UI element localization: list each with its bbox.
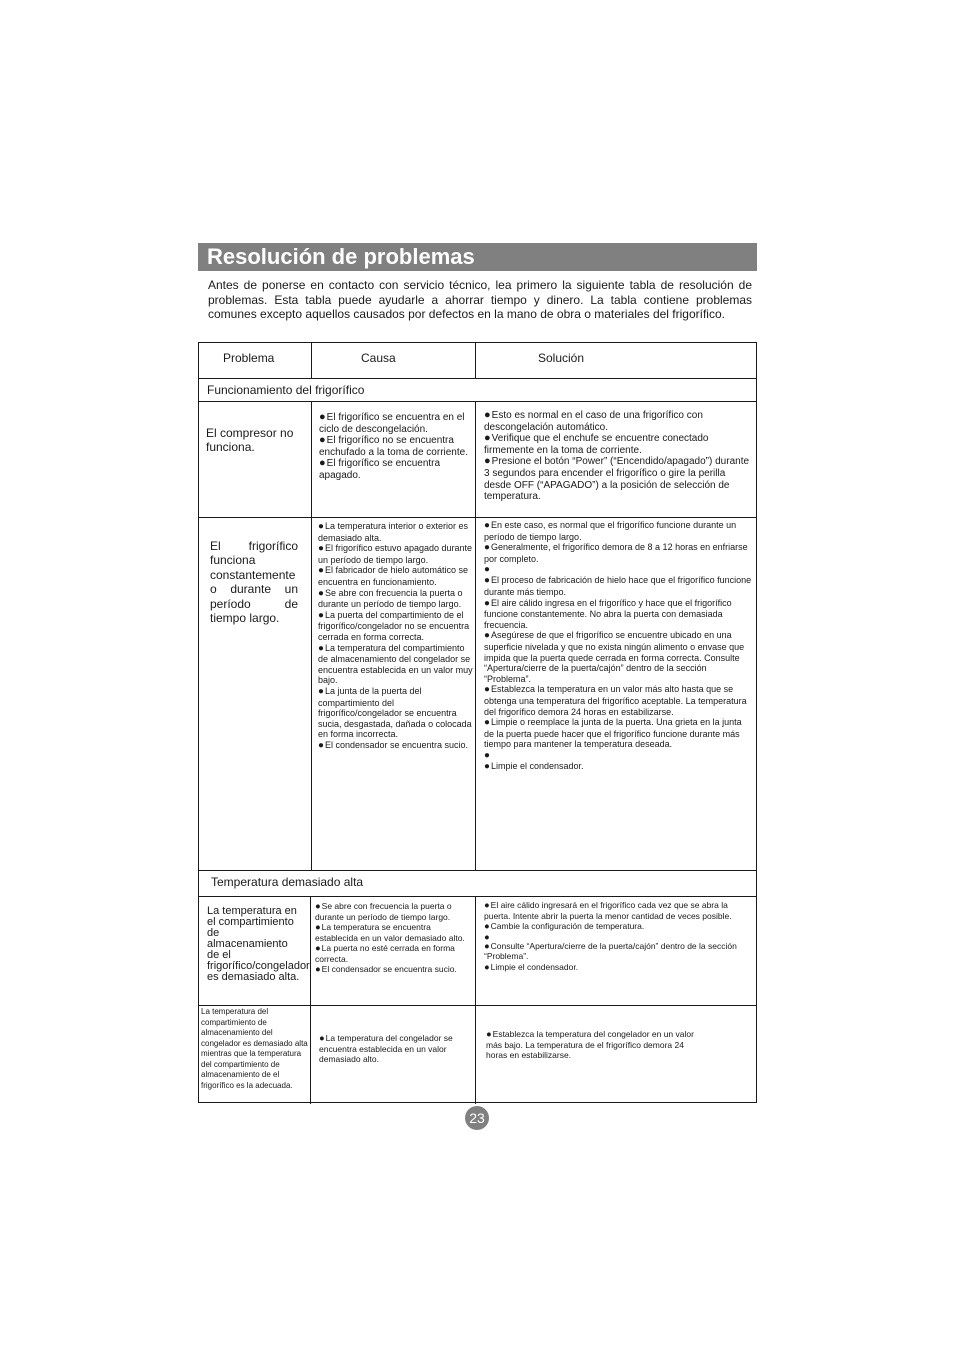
cause-item: ● El condensador se encuentra sucio. xyxy=(318,740,473,752)
spacer xyxy=(484,932,746,941)
cause-item: ● El frigorífico se encuentra apagado. xyxy=(319,458,471,481)
solution-list xyxy=(484,410,752,503)
cause-item: ● La puerta del compartimiento de el frigorífico/congelador no se encuentra cerrada en forma correcta. xyxy=(318,610,473,643)
divider xyxy=(310,896,311,1104)
solution-item: ● Asegúrese de que el frigorífico se encuentre ubicado en una superficie nivelada y que no exista ningún alimento o envase que impida que la puerta quede cerrada en forma correcta. Consulte “Apertura/cierre de la puerta/cajón” dentro de la sección “Problema”. xyxy=(484,630,752,684)
spacer xyxy=(484,564,752,575)
divider xyxy=(199,378,756,379)
solution-list xyxy=(484,900,746,972)
cause-item: ● El fabricador de hielo automático se encuentra en funcionamiento. xyxy=(318,565,473,587)
solution-item: ● Esto es normal en el caso de una frigorífico con descongelación automático. xyxy=(484,410,752,433)
solution-item: ● Generalmente, el frigorífico demora de 8 a 12 horas en enfriarse por completo. xyxy=(484,542,752,564)
intro-paragraph: Antes de ponerse en contacto con servicio técnico, lea primero la siguiente tabla de resolución de problemas. Esta tabla puede ayudarle a ahorrar tiempo y dinero. La tabla contiene problemas comunes excepto aquellos causados por defectos en la mano de obra o materiales del frigorífico. xyxy=(208,278,752,322)
solution-item: ● Establezca la temperatura en un valor más alto hasta que se obtenga una temperatura del frigorífico aceptable. La temperatura del frigorífico demora 24 horas en estabilizarse. xyxy=(484,684,752,717)
page-title: Resolución de problemas xyxy=(207,244,475,269)
cause-item: ● Se abre con frecuencia la puerta o durante un período de tiempo largo. xyxy=(318,588,473,610)
solution-item: ● El proceso de fabricación de hielo hace que el frigorífico funcione durante más tiempo. xyxy=(484,575,752,597)
title-bar xyxy=(198,243,757,271)
problem-cell: El frigorífico funciona constantemente o durante un período de tiempo largo. xyxy=(210,539,298,626)
cause-list xyxy=(319,1033,465,1065)
header-cause: Causa xyxy=(361,351,396,365)
divider xyxy=(199,401,756,402)
cause-item: ● El frigorífico no se encuentra enchufado a la toma de corriente. xyxy=(319,435,471,458)
divider xyxy=(199,896,756,897)
divider xyxy=(311,343,312,378)
solution-item: ● Limpie el condensador. xyxy=(484,761,752,773)
cause-item: ● La junta de la puerta del compartimiento del frigorífico/congelador se encuentra sucia, desgastada, dañada o colocada en forma incorrecta. xyxy=(318,686,473,740)
header-problem: Problema xyxy=(223,351,275,365)
divider xyxy=(475,896,476,1104)
solution-item: ● Cambie la configuración de temperatura. xyxy=(484,921,746,932)
solution-item: ● Establezca la temperatura del congelador en un valor más bajo. La temperatura de el frigorífico demora 24 horas en estabilizarse. xyxy=(486,1029,706,1061)
divider xyxy=(199,870,756,871)
spacer xyxy=(484,750,752,761)
solution-item: ● Verifique que el enchufe se encuentre conectado firmemente en la toma de corriente. xyxy=(484,433,752,456)
solution-item: ● Limpie el condensador. xyxy=(484,962,746,973)
cause-item: ● El frigorífico se encuentra en el ciclo de descongelación. xyxy=(319,412,471,435)
cause-item: ● La temperatura del congelador se encuentra establecida en un valor demasiado alto. xyxy=(319,1033,465,1065)
divider xyxy=(199,517,756,518)
cause-item: ● La temperatura se encuentra establecida en un valor demasiado alto. xyxy=(315,922,475,943)
solution-list xyxy=(484,520,752,772)
solution-item: ● En este caso, es normal que el frigorífico funcione durante un período de tiempo largo. xyxy=(484,520,752,542)
problem-cell: El compresor no funciona. xyxy=(206,426,294,455)
cause-list xyxy=(315,901,475,975)
cause-item: ● La temperatura interior o exterior es demasiado alta. xyxy=(318,521,473,543)
cause-item: ● La puerta no esté cerrada en forma correcta. xyxy=(315,943,475,964)
cause-item: ● El condensador se encuentra sucio. xyxy=(315,964,475,975)
solution-item: ● El aire cálido ingresará en el frigorífico cada vez que se abra la puerta. Intente abrir la puerta la menor cantidad de veces posible. xyxy=(484,900,746,921)
cause-item: ● El frigorífico estuvo apagado durante un período de tiempo largo. xyxy=(318,543,473,565)
troubleshooting-table xyxy=(198,342,757,1103)
divider xyxy=(475,401,476,870)
cause-list xyxy=(318,521,473,751)
solution-item: ● Presione el botón “Power” (“Encendido/apagado”) durante 3 segundos para encender el frigorífico o gire la perilla desde OFF (“APAGADO”) a la posición de selección de temperatura. xyxy=(484,456,752,502)
problem-cell: La temperatura en el compartimiento de almacenamiento de el frigorífico/congelador es demasiado alta. xyxy=(207,905,310,983)
section-title: Funcionamiento del frigorífico xyxy=(207,383,365,397)
cause-item: ● Se abre con frecuencia la puerta o durante un período de tiempo largo. xyxy=(315,901,475,922)
cause-item: ● La temperatura del compartimiento de almacenamiento del congelador se encuentra establecida en un valor muy bajo. xyxy=(318,643,473,686)
cause-list xyxy=(319,412,471,482)
header-solution: Solución xyxy=(538,351,585,365)
divider xyxy=(475,343,476,378)
solution-item: ● Consulte “Apertura/cierre de la puerta/cajón” dentro de la sección “Problema”. xyxy=(484,941,746,962)
solution-item: ● El aire cálido ingresa en el frigorífico y hace que el frigorífico funcione constantemente. No abra la puerta con demasiada frecuencia. xyxy=(484,598,752,631)
solution-list xyxy=(486,1029,706,1061)
divider xyxy=(199,1005,756,1006)
page-number-badge: 23 xyxy=(465,1106,489,1130)
section-title: Temperatura demasiado alta xyxy=(211,875,364,889)
divider xyxy=(311,401,312,870)
solution-item: ● Limpie o reemplace la junta de la puerta. Una grieta en la junta de la puerta puede hacer que el frigorífico funcione durante más tiempo para mantener la temperatura deseada. xyxy=(484,717,752,750)
problem-cell: La temperatura del compartimiento de almacenamiento del congelador es demasiado alta mientras que la temperatura del compartimiento de almacenamiento de el frigorífico es la adecuada. xyxy=(201,1007,308,1090)
